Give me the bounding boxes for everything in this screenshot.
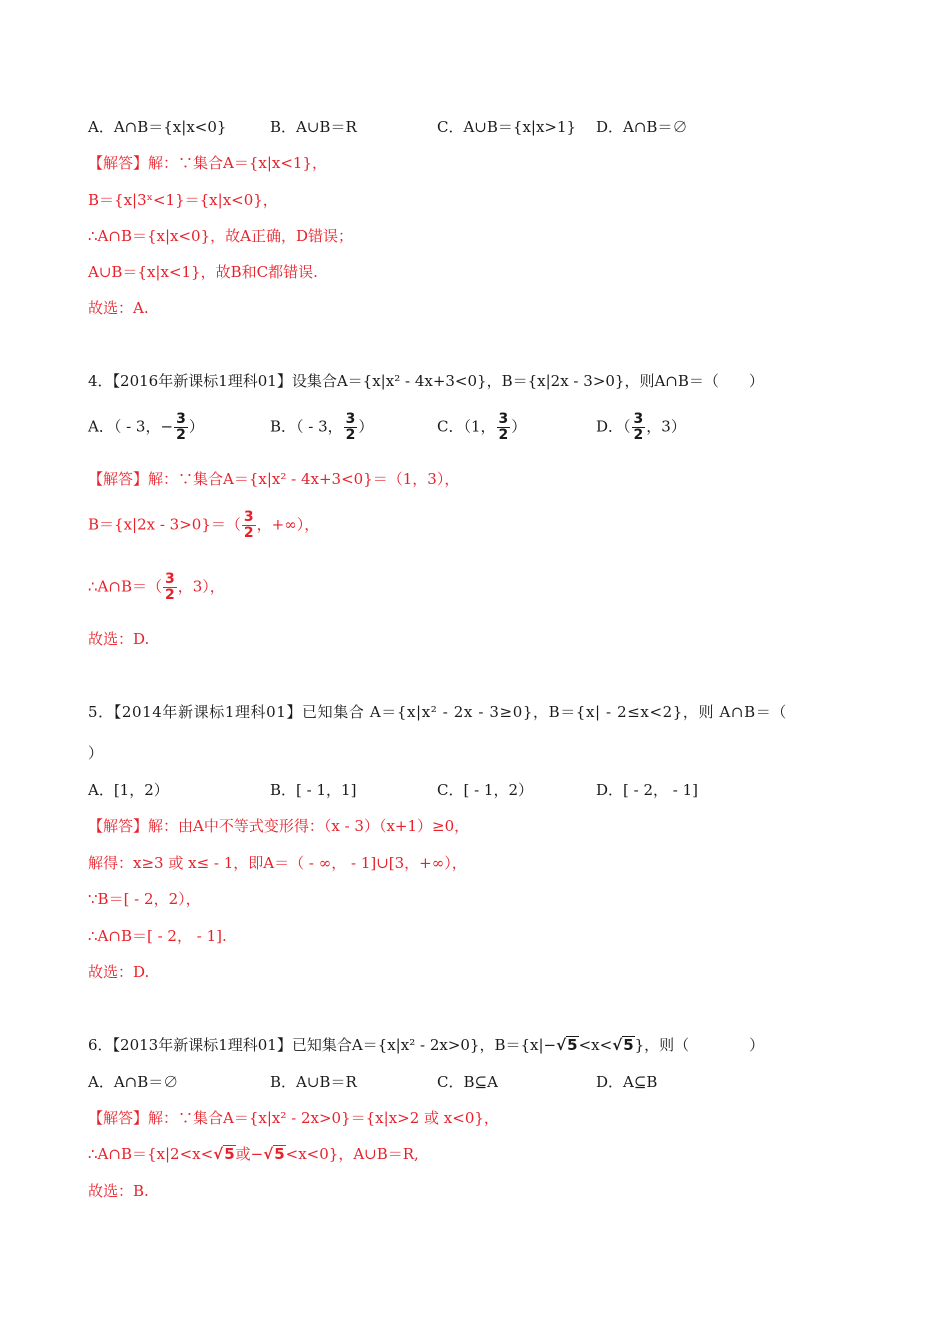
- q5-option-c: C．[ - 1，2）: [437, 781, 534, 799]
- q6-answer-line-1: 【解答】解：∵集合A＝{x|x² - 2x>0}＝{x|x>2 或 x<0}，: [88, 1109, 499, 1127]
- q4-stem: 4．【2016年新课标1理科01】设集合A＝{x|x² - 4x+3<0}，B＝{x|2x - 3>0}，则A∩B＝（ ）: [88, 372, 764, 390]
- fraction: $\frac{3}{2}$: [345, 411, 356, 443]
- q3-answer-line-2: B＝{x|3ˣ<1}＝{x|x<0}，: [88, 191, 278, 209]
- q5-option-d: D．[ - 2， - 1]: [596, 781, 699, 799]
- q3-answer-choice: 故选：A.: [88, 299, 149, 317]
- q5-option-a: A．[1，2）: [88, 781, 169, 799]
- q4-answer-line-2: B＝{x|2x - 3>0}＝（ $\frac{3}{2}$ ，+∞），: [88, 509, 320, 541]
- answer-tag: 【解答】: [88, 1109, 149, 1127]
- sqrt-expression: √5: [612, 1036, 634, 1054]
- q3-option-b: B．A∪B＝R: [270, 118, 357, 136]
- q4-option-d: D．（ $\frac{3}{2}$ ，3）: [596, 411, 686, 443]
- q5-answer-choice: 故选：D.: [88, 963, 150, 981]
- answer-tag: 【解答】: [88, 154, 149, 172]
- q6-option-b: B．A∪B＝R: [270, 1073, 357, 1091]
- q4-answer-line-3: ∴A∩B＝（ $\frac{3}{2}$ ，3），: [88, 571, 225, 603]
- q6-answer-choice: 故选：B.: [88, 1182, 149, 1200]
- q4-option-b: B．（ - 3， $\frac{3}{2}$ ）: [270, 411, 374, 443]
- q4-option-c: C．（1， $\frac{3}{2}$ ）: [437, 411, 527, 443]
- q5-answer-line-1: 【解答】解：由A中不等式变形得：（x - 3）（x+1）≥0，: [88, 817, 470, 835]
- sqrt-expression: √5: [263, 1145, 285, 1163]
- q3-answer-line-1: 【解答】解：∵集合A＝{x|x<1}，: [88, 154, 328, 172]
- q4-option-a: A．（ - 3，− $\frac{3}{2}$ ）: [88, 411, 204, 443]
- q3-option-d: D．A∩B＝∅: [596, 118, 688, 136]
- q5-answer-line-3: ∵B＝[ - 2，2），: [88, 890, 201, 908]
- answer-tag: 【解答】: [88, 470, 149, 488]
- fraction: $\frac{3}{2}$: [633, 411, 644, 443]
- sqrt-expression: √5: [556, 1036, 578, 1054]
- q6-stem: 6．【2013年新课标1理科01】已知集合A＝{x|x² - 2x>0}，B＝{x|−√5<x<√5}，则（ ）: [88, 1036, 765, 1054]
- fraction: $\frac{3}{2}$: [243, 509, 254, 541]
- fraction: $\frac{3}{2}$: [176, 411, 186, 443]
- answer-tag: 【解答】: [88, 817, 149, 835]
- fraction: $\frac{3}{2}$: [164, 571, 175, 603]
- sqrt-expression: √5: [213, 1145, 235, 1163]
- q3-option-c: C．A∪B＝{x|x>1}: [437, 118, 577, 136]
- q5-option-b: B．[ - 1，1]: [270, 781, 357, 799]
- q6-option-c: C．B⊆A: [437, 1073, 498, 1091]
- q6-option-a: A．A∩B＝∅: [88, 1073, 179, 1091]
- q3-option-a: A．A∩B＝{x|x<0}: [88, 118, 227, 136]
- fraction: $\frac{3}{2}$: [498, 411, 509, 443]
- q5-stem-line-1: 5．【2014年新课标1理科01】已知集合 A＝{x|x² - 2x - 3≥0}，B＝{x| - 2≤x<2}，则 A∩B＝（: [88, 703, 787, 721]
- q3-answer-line-3: ∴A∩B＝{x|x<0}，故A正确，D错误；: [88, 227, 353, 245]
- q5-stem-line-2: ）: [88, 744, 104, 762]
- q4-answer-line-1: 【解答】解：∵集合A＝{x|x² - 4x+3<0}＝（1，3），: [88, 470, 460, 488]
- q3-answer-line-4: A∪B＝{x|x<1}，故B和C都错误.: [88, 263, 318, 281]
- q4-answer-choice: 故选：D.: [88, 630, 150, 648]
- q6-option-d: D．A⊆B: [596, 1073, 658, 1091]
- q5-answer-line-2: 解得：x≥3 或 x≤ - 1，即A＝（ - ∞， - 1]∪[3，+∞），: [88, 854, 467, 872]
- q6-answer-line-2: ∴A∩B＝{x|2<x<√5或−√5<x<0}，A∪B＝R,: [88, 1145, 419, 1163]
- q5-answer-line-4: ∴A∩B＝[ - 2， - 1].: [88, 927, 227, 945]
